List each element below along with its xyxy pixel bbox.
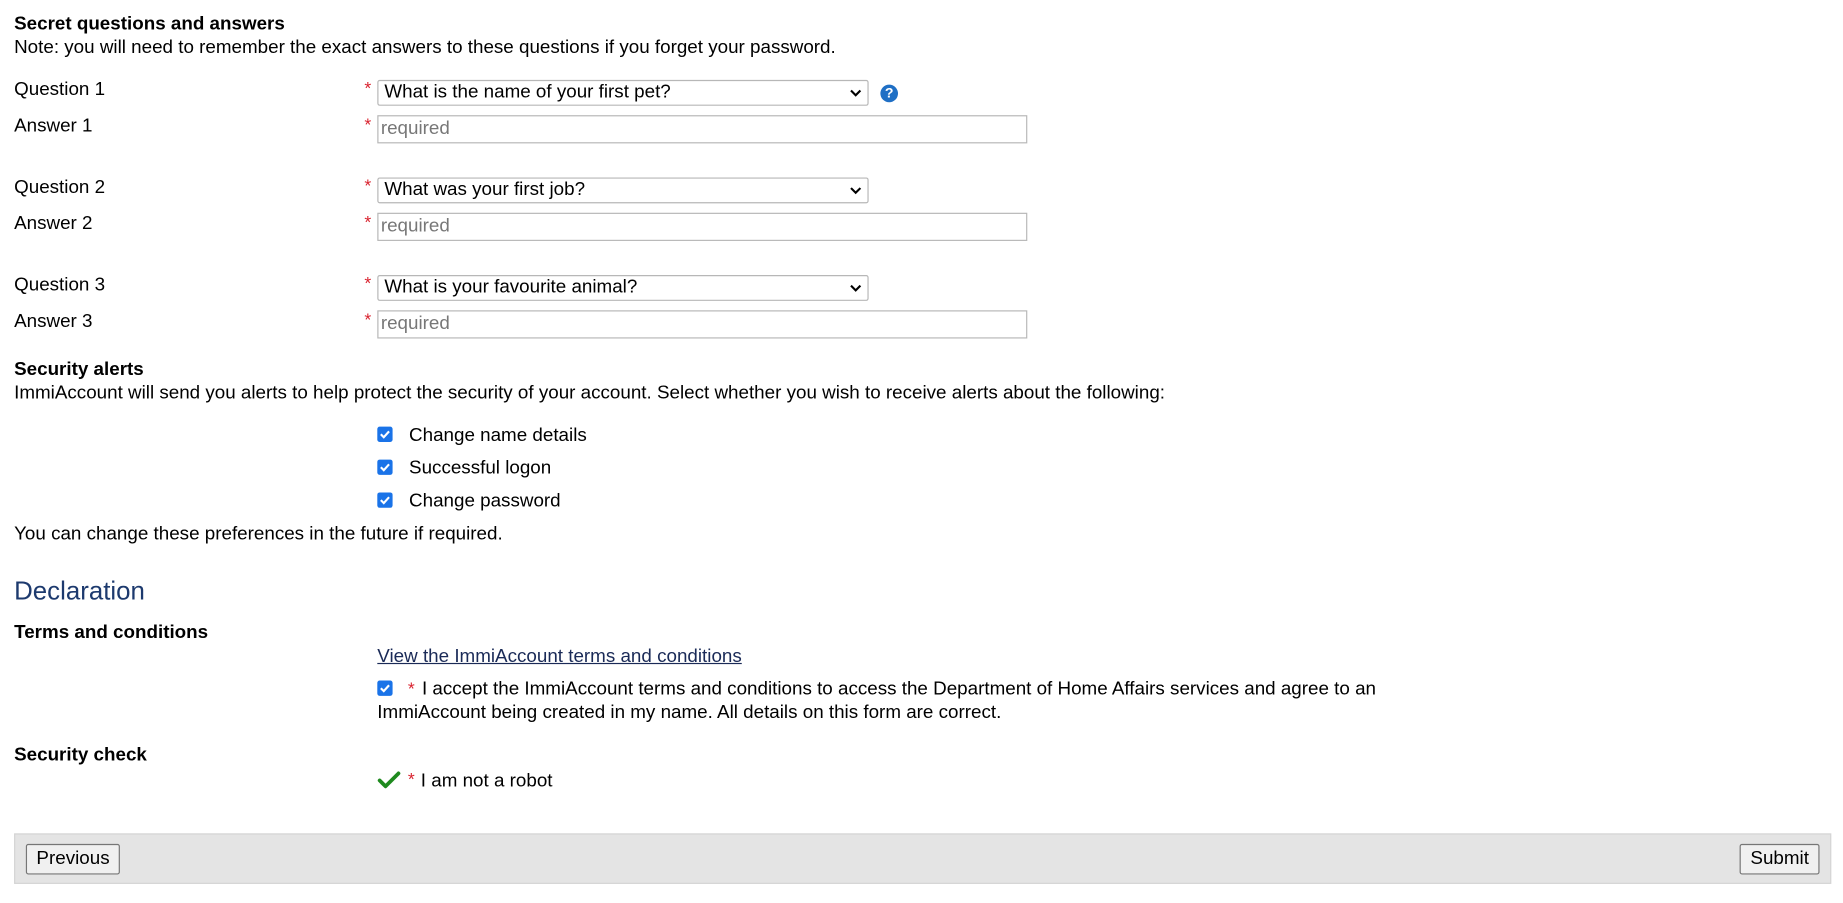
required-marker: * [407, 769, 415, 790]
chevron-down-icon [849, 276, 863, 300]
answer-2-label: Answer 2 [14, 213, 93, 234]
alert-change-name-checkbox[interactable] [377, 427, 392, 442]
answer-1-field[interactable]: required [377, 115, 1027, 143]
terms-link[interactable]: View the ImmiAccount terms and conditions [377, 646, 742, 667]
terms-heading: Terms and conditions [14, 622, 209, 643]
alert-successful-logon-checkbox[interactable] [377, 460, 392, 475]
question-3-select[interactable] [377, 275, 868, 301]
required-marker: * [407, 679, 415, 700]
answer-1-label: Answer 1 [14, 116, 93, 137]
alert-change-password-checkbox[interactable] [377, 492, 392, 507]
chevron-down-icon [849, 179, 863, 203]
security-alerts-heading: Security alerts [14, 359, 144, 380]
help-icon[interactable]: ? [880, 85, 898, 103]
question-3-selected-value: What is your favourite animal? [384, 277, 638, 298]
declaration-heading: Declaration [14, 575, 145, 606]
required-marker: * [364, 78, 372, 99]
required-marker: * [364, 212, 372, 233]
question-3-label: Question 3 [14, 275, 106, 296]
question-1-selected-value: What is the name of your first pet? [384, 82, 671, 103]
alert-successful-logon-label: Successful logon [409, 458, 552, 479]
checkmark-icon [377, 492, 392, 507]
question-2-select[interactable] [377, 177, 868, 203]
checkmark-icon [377, 460, 392, 475]
submit-button[interactable]: Submit [1740, 844, 1820, 875]
required-marker: * [364, 273, 372, 294]
security-alerts-description: ImmiAccount will send you alerts to help protect the security of your account. Select whether you wish to receive alerts about the following: [14, 383, 1166, 404]
required-marker: * [364, 310, 372, 331]
answer-2-field[interactable]: required [377, 213, 1027, 241]
accept-terms-label-line2: ImmiAccount being created in my name. All details on this form are correct. [377, 702, 1002, 723]
accept-terms-label-line1: I accept the ImmiAccount terms and conditions to access the Department of Home Affairs services and agree to an [421, 679, 1377, 700]
answer-3-label: Answer 3 [14, 311, 93, 332]
security-check-heading: Security check [14, 745, 147, 766]
required-marker: * [364, 176, 372, 197]
secret-questions-heading: Secret questions and answers [14, 14, 285, 35]
verified-check-icon [377, 771, 401, 790]
preferences-footnote: You can change these preferences in the future if required. [14, 524, 503, 545]
question-1-select[interactable] [377, 80, 868, 106]
alert-change-password-label: Change password [409, 491, 561, 512]
secret-questions-note: Note: you will need to remember the exact answers to these questions if you forget your password. [14, 37, 836, 58]
chevron-down-icon [849, 81, 863, 105]
form-actions-bar [14, 833, 1831, 884]
robot-check-label: I am not a robot [420, 771, 553, 792]
checkmark-icon [377, 427, 392, 442]
required-marker: * [364, 115, 372, 136]
alert-change-name-label: Change name details [409, 425, 587, 446]
checkmark-icon [377, 681, 392, 696]
answer-3-field[interactable]: required [377, 310, 1027, 338]
question-2-label: Question 2 [14, 177, 106, 198]
accept-terms-checkbox[interactable] [377, 681, 392, 696]
question-2-selected-value: What was your first job? [384, 179, 586, 200]
previous-button[interactable]: Previous [26, 844, 120, 875]
question-1-label: Question 1 [14, 79, 106, 100]
